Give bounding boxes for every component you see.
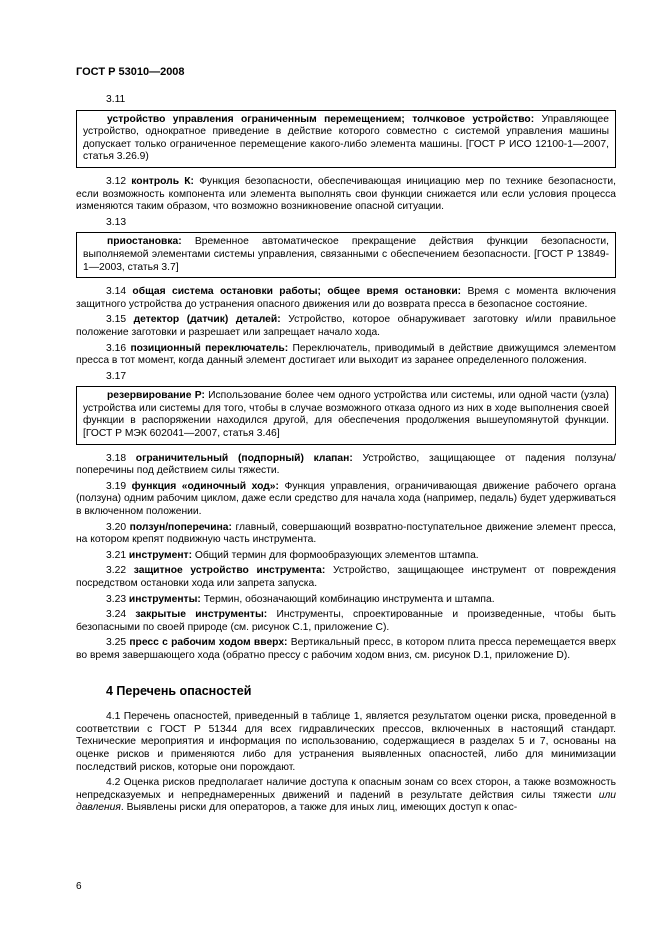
- def-term: инструмент:: [128, 549, 193, 561]
- paragraph-text: . Выявлены риски для операторов, а также для иных лиц, имеющих доступ к опас-: [120, 802, 518, 814]
- def-number: 3.21: [106, 549, 127, 561]
- def-term: закрытые инструменты:: [135, 609, 268, 621]
- section-heading: 4 Перечень опасностей: [106, 683, 252, 698]
- def-text: Вертикальный пресс, в котором плита пресса перемещается вверх во время завершающего хода (обратно прессу с рабочим ходом вниз, см. рисунок D.1, приложение D).: [76, 637, 616, 661]
- emphasis-text: или давления: [76, 789, 616, 814]
- def-3-24: [76, 609, 616, 634]
- def-text: Общий термин для формообразующих элементов штампа.: [192, 549, 479, 561]
- def-text: Управляющее устройство, однократное приведение в действие которого совместно с системой управления машины допускает только ограниченное перемещение какого-либо элемента машины. [ГОСТ Р ИСО 12100-1—2007, статья 3.26.9): [83, 113, 609, 163]
- def-term: ползун/поперечина:: [129, 521, 232, 533]
- def-number: 3.20: [106, 521, 127, 533]
- def-term: приостановка:: [107, 236, 182, 248]
- def-3-13: [83, 236, 609, 274]
- def-3-17-box: [76, 386, 616, 444]
- def-text: Термин, обозначающий комбинацию инструмента и штампа.: [200, 593, 495, 605]
- def-term: резервирование Р:: [107, 390, 205, 402]
- def-3-25: [76, 637, 616, 662]
- def-3-12: [76, 176, 616, 214]
- def-3-23: [76, 594, 616, 607]
- def-term: позиционный переключатель:: [130, 342, 289, 354]
- def-3-16: [76, 343, 616, 368]
- def-text: Устройство, которое обнаруживает заготовку и/или правильное положение заготовки и разрешает или запрещает начало хода.: [76, 314, 617, 338]
- paragraph-text: 4.2 Оценка рисков предполагает наличие доступа к опасным зонам со всех сторон, а также возможность непредсказуемых и непреднамеренных движений и падений в результате действия силы тяжести: [76, 777, 616, 801]
- def-number: 3.16: [106, 342, 127, 354]
- def-number: 3.24: [106, 609, 127, 621]
- def-number: 3.25: [106, 637, 127, 649]
- paragraph-4-2: [76, 777, 616, 815]
- standard-header: ГОСТ Р 53010—2008: [76, 66, 185, 78]
- def-3-17: [83, 390, 609, 440]
- def-3-22: [76, 565, 616, 590]
- def-text: Переключатель, приводимый в действие движущимся элементом пресса в тот момент, когда данный элемент достигает или выходит из заранее определенного положения.: [76, 342, 616, 367]
- def-text: Инструменты, спроектированные и произведенные, чтобы быть безопасными по своей природе (см. рисунок С.1, приложение С).: [76, 609, 616, 633]
- def-3-20: [76, 522, 616, 547]
- def-text: Функция управления, ограничивающая движение рабочего органа (ползуна) одним рабочим циклом, даже если средство для начала хода (например, педаль) будет удерживаться в включенном положении.: [76, 480, 616, 518]
- def-3-11-number: 3.11: [106, 94, 126, 105]
- def-3-13-number: 3.13: [106, 216, 127, 228]
- def-text: Устройство, защищающее инструмент от повреждения посредством остановки хода или запрета запуска.: [76, 565, 616, 589]
- def-3-13-box: [76, 232, 616, 278]
- def-text: Временное автоматическое прекращение действия функции безопасности, выполняемой элементами системы управления, связанными с обеспечением безопасности. [ГОСТ Р 13849-1—2003, статья 3.7]: [83, 236, 609, 273]
- def-3-17-number: 3.17: [106, 370, 127, 382]
- def-term: инструменты:: [128, 593, 201, 605]
- def-text: Использование более чем одного устройства или системы, или одной части (узла) устройства или системы для того, чтобы в случае возможного отказа одного из них в ходе выполнения своей функции в распоряжении находился другой, для обеспечения продолжения вышеупомянутой функции. [ГОСТ Р МЭК 602041—2007, статья 3.46]: [83, 390, 609, 440]
- def-term: общая система остановки работы; общее время остановки:: [132, 286, 462, 298]
- def-number: 3.19: [106, 480, 127, 492]
- def-term: функция «одиночный ход»:: [131, 480, 279, 492]
- def-3-19: [76, 481, 616, 519]
- def-number: 3.23: [106, 593, 127, 605]
- def-3-11: [83, 114, 609, 164]
- page-content: [76, 94, 616, 818]
- page-number: 6: [76, 881, 82, 892]
- def-text: Функция безопасности, обеспечивающая инициацию мер по технике безопасности, если возможность компонента или элемента выполнять свои функции снижается или если условия процесса изменяются таким образом, что возможно возникновение опасной ситуации.: [76, 175, 616, 213]
- def-text: Время с момента включения защитного устройства до устранения опасного движения или до возврата пресса в безопасное состояние.: [76, 286, 616, 310]
- def-term: пресс с рабочим ходом вверх:: [129, 637, 288, 649]
- def-text: Устройство, защищающее от падения ползуна/поперечины под действием силы тяжести.: [76, 452, 616, 477]
- def-3-14: [76, 286, 616, 311]
- def-number: 3.12: [106, 175, 127, 187]
- def-term: контроль К:: [131, 175, 194, 187]
- def-3-21: [76, 550, 616, 563]
- def-3-18: [76, 453, 616, 478]
- paragraph-4-1: 4.1 Перечень опасностей, приведенный в таблице 1, является результатом оценки риска, проведенной в соответствии с ГОСТ Р 51344 для всех гидравлических прессов, включенных в настоящий стандарт. Технические мероприятия и информация по использованию, содержащиеся в разделах 5 и 7, основаны на оценке рисков и применяются либо для устранения выявленных опасностей, либо для минимизации последствий рисков, которые они порождают.: [76, 711, 616, 773]
- def-number: 3.22: [106, 565, 127, 577]
- def-term: ограничительный (подпорный) клапан:: [135, 452, 353, 464]
- def-term: устройство управления ограниченным перемещением; толчковое устройство:: [107, 113, 535, 125]
- def-number: 3.18: [106, 452, 127, 464]
- def-number: 3.14: [106, 286, 127, 298]
- def-number: 3.15: [106, 314, 127, 326]
- def-term: детектор (датчик) деталей:: [133, 314, 281, 326]
- def-3-11-box: [76, 110, 616, 168]
- def-term: защитное устройство инструмента:: [133, 565, 326, 577]
- def-3-15: [76, 314, 616, 339]
- def-text: главный, совершающий возвратно-поступательное движение элемент пресса, на котором крепят подвижную часть инструмента.: [76, 521, 616, 546]
